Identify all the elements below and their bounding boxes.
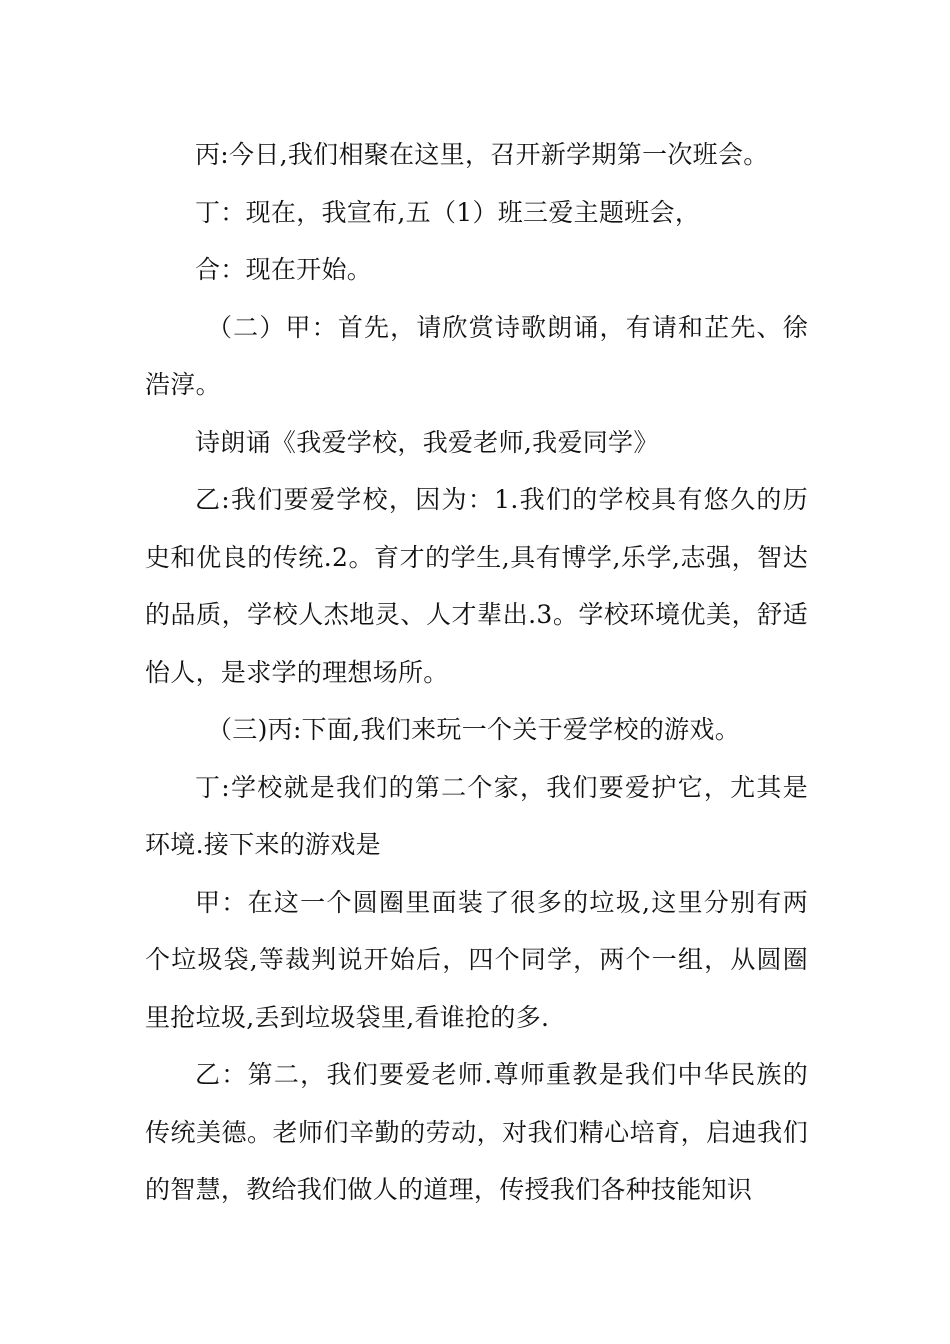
- paragraph-love-teacher: 乙：第二，我们要爱老师.尊师重教是我们中华民族的传统美德。老师们辛勤的劳动，对我们精心培育，启迪我们的智慧，教给我们做人的道理，传授我们各种技能知识: [145, 1060, 808, 1204]
- paragraph-bing-opening: 丙:今日,我们相聚在这里，召开新学期第一次班会。: [195, 140, 769, 169]
- paragraph-ding-announce: 丁：现在，我宣布,五（1）班三爱主题班会，: [195, 197, 701, 227]
- paragraph-ding-game: 丁:学校就是我们的第二个家，我们要爱护它，尤其是环境.接下来的游戏是: [145, 772, 808, 859]
- paragraph-section-three: （三)丙:下面,我们来玩一个关于爱学校的游戏。: [207, 715, 741, 744]
- paragraph-poem-title: 诗朗诵《我爱学校，我爱老师,我爱同学》: [195, 427, 659, 457]
- paragraph-he-start: 合：现在开始。: [195, 255, 373, 284]
- document-body: [145, 126, 808, 1219]
- paragraph-love-school: 乙:我们要爱学校，因为：1.我们的学校具有悠久的历史和优良的传统.2。育才的学生,具有博学,乐学,志强，智达的品质，学校人杰地灵、人才辈出.3。学校环境优美，舒适怡人，是求学的理想场所。: [145, 485, 808, 687]
- paragraph-section-two: （二）甲：首先，请欣赏诗歌朗诵，有请和芷先、徐浩淳。: [145, 312, 808, 399]
- paragraph-jia-game-rules: 甲：在这一个圆圈里面装了很多的垃圾,这里分别有两个垃圾袋,等裁判说开始后，四个同学，两个一组，从圆圈里抢垃圾,丢到垃圾袋里,看谁抢的多.: [145, 887, 808, 1032]
